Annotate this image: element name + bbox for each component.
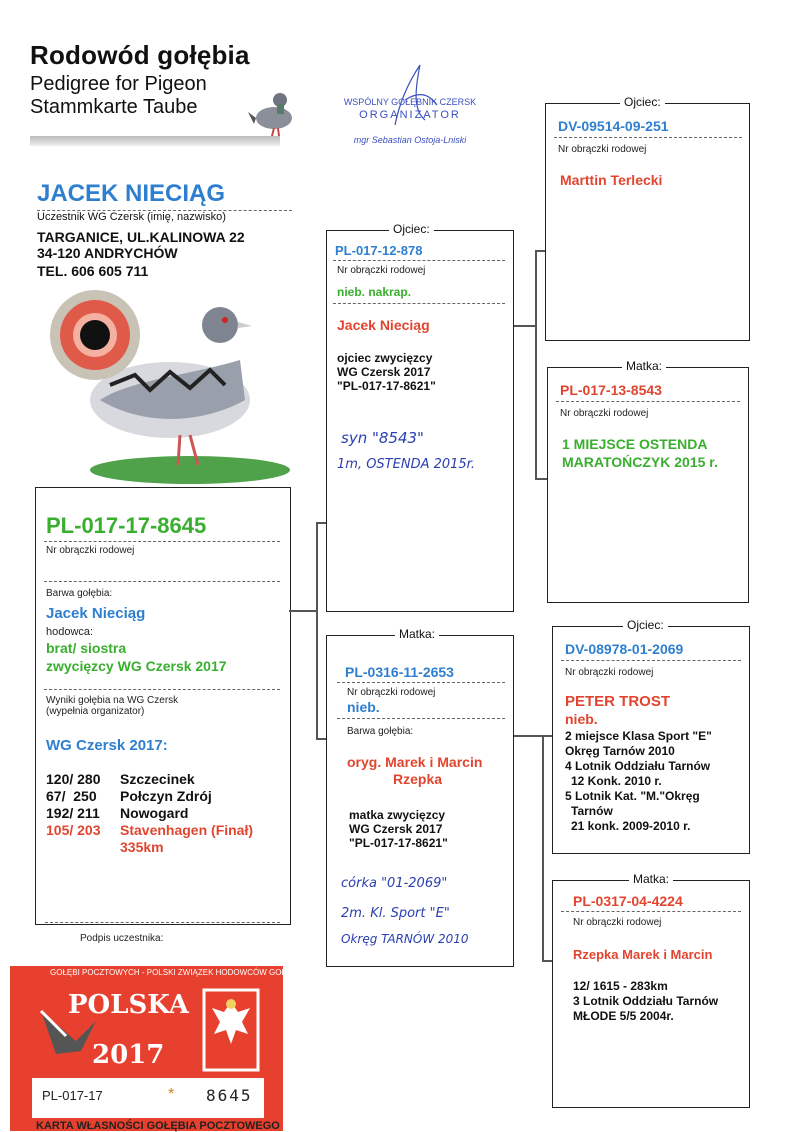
mf-line: Okręg Tarnów 2010 xyxy=(565,744,675,758)
mf-line: 4 Lotnik Oddziału Tarnów xyxy=(565,759,711,773)
signature-caption: Podpis uczestnika: xyxy=(80,933,164,944)
bird-card xyxy=(35,487,291,925)
result-row: 192/ 211 Nowogard xyxy=(46,805,189,821)
mf-label: Ojciec: xyxy=(623,618,668,632)
card-ring-prefix: PL-017-17 xyxy=(42,1088,103,1103)
signature-line xyxy=(45,922,280,923)
father-breeder: Jacek Nieciąg xyxy=(337,317,430,333)
mother-ring: PL-0316-11-2653 xyxy=(345,664,454,680)
owner-name: JACEK NIECIĄG xyxy=(37,180,226,207)
father-handwriting2: 1m, OSTENDA 2015r. xyxy=(337,457,475,472)
card-ring-number: 8645 xyxy=(206,1086,253,1105)
mf-breeder: PETER TROST xyxy=(565,693,671,710)
mf-color: nieb. xyxy=(565,711,598,727)
mm-ring-caption: Nr obrączki rodowej xyxy=(573,917,662,928)
result-row: 120/ 280 Szczecinek xyxy=(46,771,195,787)
card-border-text: GOŁĘBI POCZTOWYCH - POLSKI ZWIĄZEK HODOWCÓW GOŁĘBI POCZTOWYCH xyxy=(50,968,359,977)
mother-ring-caption: Nr obrączki rodowej xyxy=(347,687,436,698)
mother-note1: matka zwycięzcy xyxy=(349,808,446,822)
mf-lines xyxy=(565,729,747,834)
result-row: 67/ 250 Połczyn Zdrój xyxy=(46,788,212,804)
connector xyxy=(542,735,544,960)
owner-caption: Uczestnik WG Czersk (imię, nazwisko) xyxy=(37,211,226,223)
mother-color: nieb. xyxy=(347,699,380,715)
card-year: 2017 xyxy=(92,1040,165,1070)
mf-ring-caption: Nr obrączki rodowej xyxy=(565,667,654,678)
bird-breeder: Jacek Nieciąg xyxy=(46,605,146,622)
pigeon-flight-icon xyxy=(36,996,106,1066)
mother-breeder2: Rzepka xyxy=(393,771,443,787)
results-title: WG Czersk 2017: xyxy=(46,737,168,754)
bird-ring-caption: Nr obrączki rodowej xyxy=(46,545,135,556)
father-card xyxy=(326,222,514,612)
connector xyxy=(535,478,547,480)
mf-line: 21 konk. 2009-2010 r. xyxy=(571,819,691,833)
owner-phone: TEL. 606 605 711 xyxy=(37,263,149,279)
card-star: * xyxy=(168,1086,175,1103)
father-ring: PL-017-12-878 xyxy=(335,243,423,258)
father-color: nieb. nakrap. xyxy=(337,285,412,299)
header-underline xyxy=(30,136,280,146)
mm-line: 3 Lotnik Oddziału Tarnów xyxy=(573,994,719,1008)
fm-note1: 1 MIEJSCE OSTENDA xyxy=(562,436,708,452)
results-list xyxy=(46,771,286,855)
mm-line: 12/ 1615 - 283km xyxy=(573,979,668,993)
mother-breeder1: oryg. Marek i Marcin xyxy=(347,754,483,770)
connector xyxy=(535,250,545,252)
mm-breeder: Rzepka Marek i Marcin xyxy=(573,947,713,962)
mother-note3: "PL-017-17-8621" xyxy=(349,836,448,850)
organizer-line3: mgr Sebastian Ostoja-Lniski xyxy=(353,135,467,145)
connector xyxy=(512,735,542,737)
organizer-stamp xyxy=(335,65,485,155)
card-country: POLSKA xyxy=(68,990,189,1020)
connector xyxy=(512,325,535,327)
bird-color-caption: Barwa gołębia: xyxy=(46,588,113,599)
result-row: 105/ 203 Stavenhagen (Finał) xyxy=(46,822,254,838)
pigeon-photo xyxy=(40,290,255,480)
subtitle-de: Stammkarte Taube xyxy=(30,96,198,118)
father-note2: WG Czersk 2017 xyxy=(337,365,431,379)
mother-handwriting1: córka "01-2069" xyxy=(341,876,448,891)
eagle-icon xyxy=(202,988,260,1072)
mm-line: MŁODE 5/5 2004r. xyxy=(573,1009,674,1023)
organizer-line2: ORGANIZATOR xyxy=(359,109,461,121)
results-caption2: (wypełnia organizator) xyxy=(46,706,145,717)
connector xyxy=(316,738,326,740)
ff-ring-caption: Nr obrączki rodowej xyxy=(558,144,647,155)
card-bottom-text: KARTA WŁASNOŚCI GOŁĘBIA POCZTOWEGO xyxy=(36,1120,280,1132)
connector xyxy=(289,610,316,612)
mother-mother-card xyxy=(552,872,750,1108)
page-title: Rodowód gołębia xyxy=(30,40,250,70)
mother-label: Matka: xyxy=(395,627,439,641)
organizer-line1: WSPÓLNY GOŁĘBNIK CZERSK xyxy=(343,97,477,107)
bird-ring: PL-017-17-8645 xyxy=(46,513,207,538)
father-label: Ojciec: xyxy=(389,222,434,236)
father-father-card xyxy=(545,95,750,341)
ff-label: Ojciec: xyxy=(620,95,665,109)
father-ring-caption: Nr obrączki rodowej xyxy=(337,265,426,276)
owner-address1: TARGANICE, UL.KALINOWA 22 xyxy=(37,229,245,245)
mf-line: 2 miejsce Klasa Sport "E" xyxy=(565,729,712,743)
father-handwriting1: syn "8543" xyxy=(341,429,424,447)
results-caption1: Wyniki gołębia na WG Czersk xyxy=(46,695,179,706)
bird-breeding-caption: hodowca: xyxy=(46,626,94,638)
mm-lines xyxy=(573,979,748,1024)
mother-card xyxy=(326,627,514,967)
bird-relation2: zwycięzcy WG Czersk 2017 xyxy=(46,658,227,674)
mother-handwriting2: 2m. Kl. Sport "E" xyxy=(341,906,450,921)
mm-label: Matka: xyxy=(629,872,673,886)
mother-father-card xyxy=(552,618,750,854)
ff-breeder: Marttin Terlecki xyxy=(560,172,663,188)
mother-handwriting3: Okręg TARNÓW 2010 xyxy=(341,932,469,946)
mf-line: 12 Konk. 2010 r. xyxy=(571,774,662,788)
mm-ring: PL-0317-04-4224 xyxy=(573,893,683,909)
mf-line: Tarnów xyxy=(571,804,613,818)
ff-ring: DV-09514-09-251 xyxy=(558,118,669,134)
connector xyxy=(316,522,326,524)
fm-ring: PL-017-13-8543 xyxy=(560,382,662,398)
connector xyxy=(535,250,537,478)
pigeon-icon xyxy=(248,82,298,138)
mother-color-caption: Barwa gołębia: xyxy=(347,726,414,737)
father-note3: "PL-017-17-8621" xyxy=(337,379,436,393)
fm-ring-caption: Nr obrączki rodowej xyxy=(560,408,649,419)
father-note1: ojciec zwycięzcy xyxy=(337,351,433,365)
father-mother-card xyxy=(547,359,749,603)
mother-note2: WG Czersk 2017 xyxy=(349,822,443,836)
owner-block xyxy=(37,180,297,279)
mf-ring: DV-08978-01-2069 xyxy=(565,641,684,657)
owner-address2: 34-120 ANDRYCHÓW xyxy=(37,245,178,261)
connector xyxy=(542,960,552,962)
fm-label: Matka: xyxy=(622,359,666,373)
subtitle-en: Pedigree for Pigeon xyxy=(30,73,207,95)
final-distance: 335km xyxy=(120,839,164,855)
header-block xyxy=(30,40,280,148)
bird-relation1: brat/ siostra xyxy=(46,640,127,656)
fm-note2: MARATOŃCZYK 2015 r. xyxy=(562,454,718,470)
mf-line: 5 Lotnik Kat. "M."Okręg xyxy=(565,789,700,803)
ownership-card xyxy=(10,966,359,1132)
connector xyxy=(542,735,552,737)
connector xyxy=(316,522,318,738)
